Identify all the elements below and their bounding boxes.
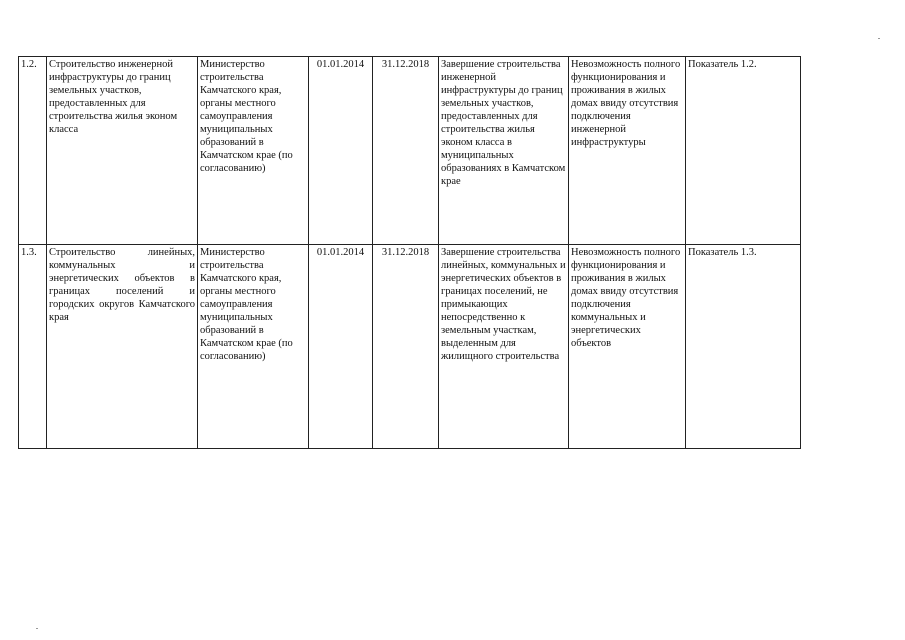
start-date: 01.01.2014	[309, 245, 373, 449]
row-number: 1.3.	[19, 245, 47, 449]
measure-name: Строительство инженерной инфраструктуры до границ земельных участков, предоставленных для строительства жилья эконом класса	[47, 57, 198, 245]
start-date: 01.01.2014	[309, 57, 373, 245]
non-implementation-consequences: Невозможность полного функционирования и проживания в жилых домах ввиду отсутствия подключения инженерной инфраструктуры	[569, 57, 686, 245]
end-date: 31.12.2018	[373, 57, 439, 245]
expected-result	[439, 57, 569, 245]
table-row	[19, 57, 801, 245]
linked-indicator: Показатель 1.2.	[686, 57, 801, 245]
expected-result-text: Завершение строительства инженерной инфраструктуры до границ земельных участков, предоставленных для строительства жилья эконом класса в муниципальных образованиях в Камчатском крае	[441, 59, 566, 187]
measure-name: Строительство линейных, коммунальных и энергетических объектов в границах поселений и городских округов Камчатского края	[47, 245, 198, 449]
responsible-executor: Министерство строительства Камчатского края, органы местного самоуправления муниципальных образований в Камчатском крае (по согласованию)	[198, 57, 309, 245]
scan-speck	[878, 38, 880, 39]
linked-indicator: Показатель 1.3.	[686, 245, 801, 449]
program-measures-table	[18, 56, 801, 449]
responsible-executor: Министерство строительства Камчатского края, органы местного самоуправления муниципальных образований в Камчатском крае (по согласованию)	[198, 245, 309, 449]
non-implementation-consequences: Невозможность полного функционирования и проживания в жилых домах ввиду отсутствия подключения коммунальных и энергетических объектов	[569, 245, 686, 449]
expected-result: Завершение строительства линейных, коммунальных и энергетических объектов в границах поселений, не примыкающих непосредственно к земельным участкам, выделенным для жилищного строительства	[439, 245, 569, 449]
row-number: 1.2.	[19, 57, 47, 245]
scan-speck	[36, 628, 38, 629]
table-row	[19, 245, 801, 449]
end-date: 31.12.2018	[373, 245, 439, 449]
